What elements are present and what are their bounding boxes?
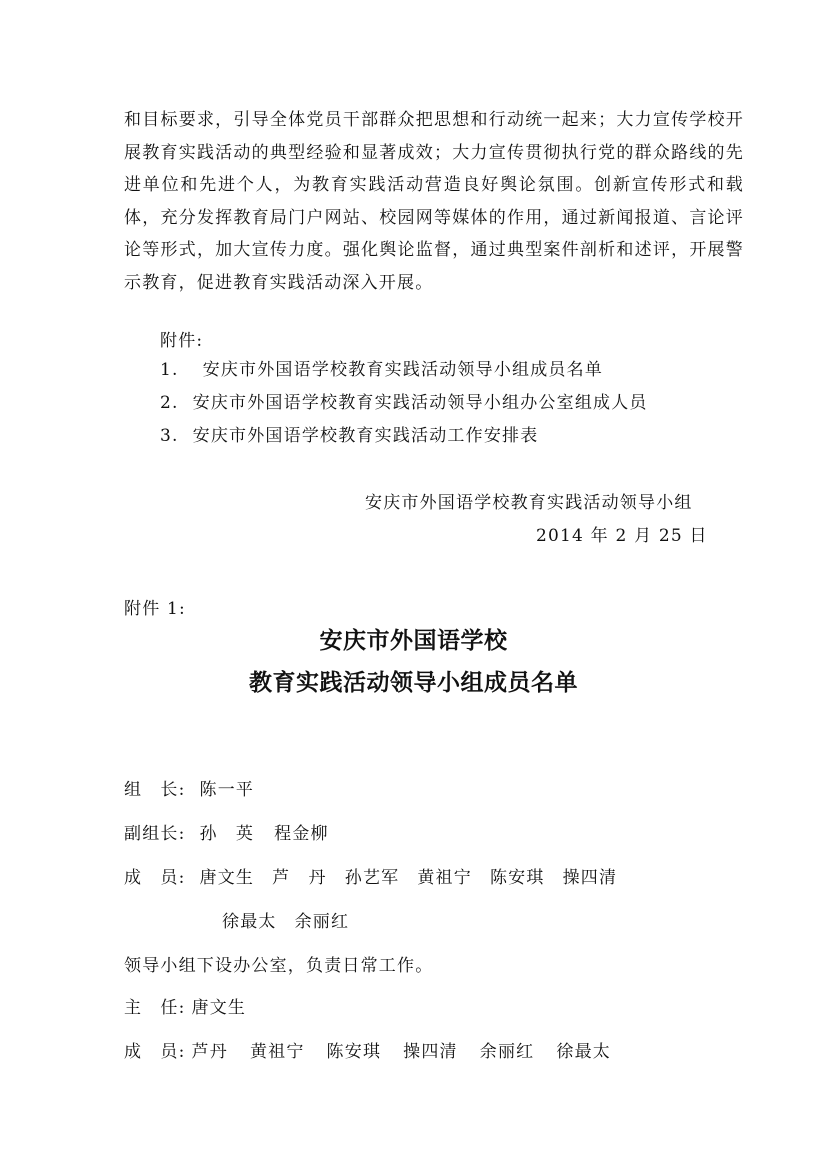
- signature-date: 2014 年 2 月 25 日: [536, 526, 708, 546]
- office-note: 领导小组下设办公室，负责日常工作。: [124, 956, 434, 976]
- appendix-label: 附件 1:: [124, 599, 186, 619]
- attachments-label: 附件:: [160, 331, 204, 351]
- office-member-name: 徐最太: [556, 1042, 611, 1062]
- member-name: 芦 丹: [272, 868, 327, 888]
- attachment-item-text: 安庆市外国语学校教育实践活动工作安排表: [192, 426, 539, 446]
- member-name: 余丽红: [294, 912, 350, 932]
- office-member-name: 黄祖宁: [249, 1042, 305, 1062]
- appendix-title-line2: 教育实践活动领导小组成员名单: [249, 670, 578, 696]
- leader-row: [124, 778, 254, 802]
- attachment-item-1: [160, 358, 603, 382]
- deputy-row: [124, 822, 329, 846]
- deputy-name: 孙 英: [199, 824, 255, 844]
- attachment-item-number: 1.: [160, 360, 179, 380]
- office-member-name: 操四清: [403, 1042, 458, 1062]
- member-name: 黄祖宁: [417, 868, 472, 888]
- members-row-continued: [222, 910, 349, 934]
- member-name: 徐最太: [222, 912, 277, 932]
- attachment-item-text: 安庆市外国语学校教育实践活动领导小组成员名单: [202, 360, 604, 380]
- director-row: [124, 996, 246, 1020]
- signature-organization: 安庆市外国语学校教育实践活动领导小组: [365, 493, 693, 513]
- leader-label: 组 长:: [124, 780, 186, 800]
- office-members-label: 成 员:: [124, 1042, 186, 1062]
- director-label: 主 任:: [124, 998, 186, 1018]
- attachment-item-2: [160, 391, 648, 415]
- deputy-name: 程金柳: [274, 824, 329, 844]
- office-member-name: 余丽红: [479, 1042, 535, 1062]
- director-name: 唐文生: [191, 998, 247, 1018]
- office-member-name: 陈安琪: [326, 1042, 382, 1062]
- body-paragraph: 和目标要求，引导全体党员干部群众把思想和行动统一起来；大力宣传学校开展教育实践活动的典型经验和显著成效；大力宣传贯彻执行党的群众路线的先进单位和先进个人，为教育实践活动营造良好舆论氛围。创新宣传形式和载体，充分发挥教育局门户网站、校园网等媒体的作用，通过新闻报道、言论评论等形式，加大宣传力度。强化舆论监督，通过典型案件剖析和述评，开展警示教育，促进教育实践活动深入开展。: [124, 110, 744, 293]
- office-member-name: 芦丹: [191, 1042, 228, 1062]
- attachment-item-3: [160, 424, 538, 448]
- member-name: 操四清: [562, 868, 618, 888]
- attachment-item-number: 2.: [160, 393, 179, 413]
- attachment-item-text: 安庆市外国语学校教育实践活动领导小组办公室组成人员: [192, 393, 648, 413]
- members-row: [124, 866, 617, 890]
- appendix-title-line1: 安庆市外国语学校: [319, 628, 508, 654]
- leader-name: 陈一平: [199, 780, 255, 800]
- member-name: 唐文生: [199, 868, 255, 888]
- members-label: 成 员:: [124, 868, 186, 888]
- member-name: 孙艺军: [344, 868, 400, 888]
- office-members-row: [124, 1040, 611, 1064]
- member-name: 陈安琪: [489, 868, 545, 888]
- attachment-item-number: 3.: [160, 426, 179, 446]
- deputy-label: 副组长:: [124, 824, 186, 844]
